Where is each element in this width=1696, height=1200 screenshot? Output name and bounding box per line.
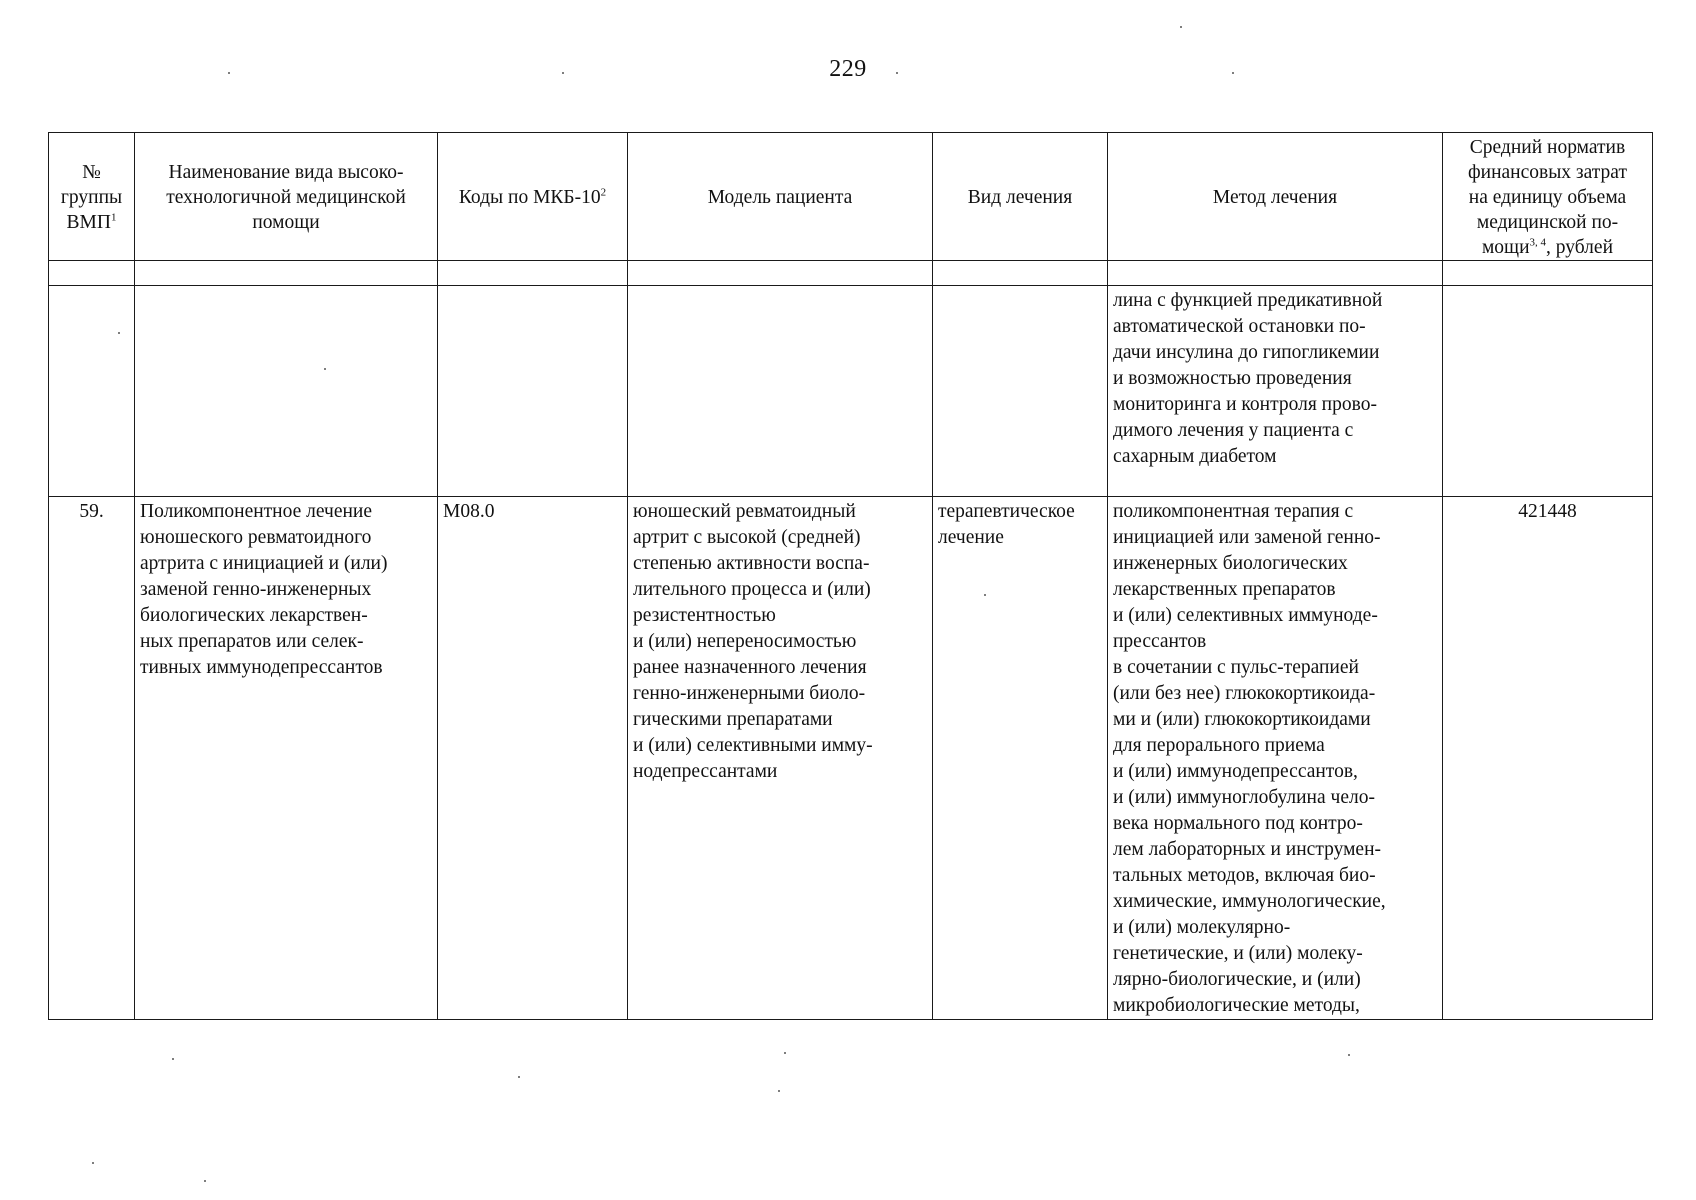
cell-empty [628, 286, 933, 497]
scan-speck [784, 1052, 786, 1054]
scan-speck [562, 72, 564, 74]
scan-speck [92, 1162, 94, 1164]
continuation-row [49, 286, 1653, 497]
scan-speck [896, 72, 898, 74]
scan-speck [172, 1058, 174, 1060]
scan-speck [1180, 26, 1182, 28]
vmp-table [48, 132, 1653, 1020]
row-icd-codes: М08.0 [438, 497, 628, 1020]
scan-speck [204, 1180, 206, 1182]
header-cost: Средний норматив финансовых затрат на единицу объема медицинской по- мощи$^{3, 4}$, рублей [1443, 133, 1653, 261]
scan-speck [984, 594, 986, 596]
row-group-number: 59. [49, 497, 135, 1020]
cell-empty [933, 286, 1108, 497]
header-name: Наименование вида высоко- технологичной медицинской помощи [135, 133, 438, 261]
row-cost: 421448 [1443, 497, 1653, 1020]
scan-speck [228, 72, 230, 74]
cell-empty [438, 286, 628, 497]
scan-speck [118, 332, 120, 334]
row-patient-model: юношеский ревматоидный артрит с высокой (средней) степенью активности воспа- лительного процесса и (или) резистентностью и (или) непереносимостью ранее назначенного лечения генно-инженерными биоло- гическими препаратами и (или) селективными имму- нодепрессантами [628, 497, 933, 1020]
scan-speck [1348, 1054, 1350, 1056]
continuation-method: лина с функцией предикативной автоматической остановки по- дачи инсулина до гипогликемии и возможностью проведения мониторинга и контроля прово- димого лечения у пациента с сахарным диабетом [1108, 286, 1443, 497]
header-kind: Вид лечения [933, 133, 1108, 261]
header-model: Модель пациента [628, 133, 933, 261]
header-codes: Коды по МКБ-$10^2$ [438, 133, 628, 261]
header-method: Метод лечения [1108, 133, 1443, 261]
scan-speck [518, 1076, 520, 1078]
scan-speck [1232, 72, 1234, 74]
header-group: № группы ВМП$^1$ [49, 133, 135, 261]
table-row [49, 497, 1653, 1020]
cell-empty [135, 286, 438, 497]
page-number: 229 [829, 56, 867, 82]
cell-empty [49, 286, 135, 497]
row-care-name: Поликомпонентное лечение юношеского ревматоидного артрита с инициацией и (или) заменой генно-инженерных биологических лекарствен- ных препаратов или селек- тивных иммунодепрессантов [135, 497, 438, 1020]
scan-speck [778, 1090, 780, 1092]
cell-empty [1443, 286, 1653, 497]
header-spacer-row [49, 261, 1653, 286]
scan-speck [324, 368, 326, 370]
header-row [49, 133, 1653, 261]
row-treatment-method: поликомпонентная терапия с инициацией или заменой генно- инженерных биологических лекарственных препаратов и (или) селективных иммуноде- прессантов в сочетании с пульс-терапией (или без нее) глюкокортикоида- ми и (или) глюкокортикоидами для перорального приема и (или) иммунодепрессантов, и (или) иммуноглобулина чело- века нормального под контро- лем лабораторных и инструмен- тальных методов, включая био- химические, иммунологические, и (или) молекулярно- генетические, и (или) молеку- лярно-биологические, и (или) микробиологические методы, [1108, 497, 1443, 1020]
row-treatment-kind: терапевтическое лечение [933, 497, 1108, 1020]
